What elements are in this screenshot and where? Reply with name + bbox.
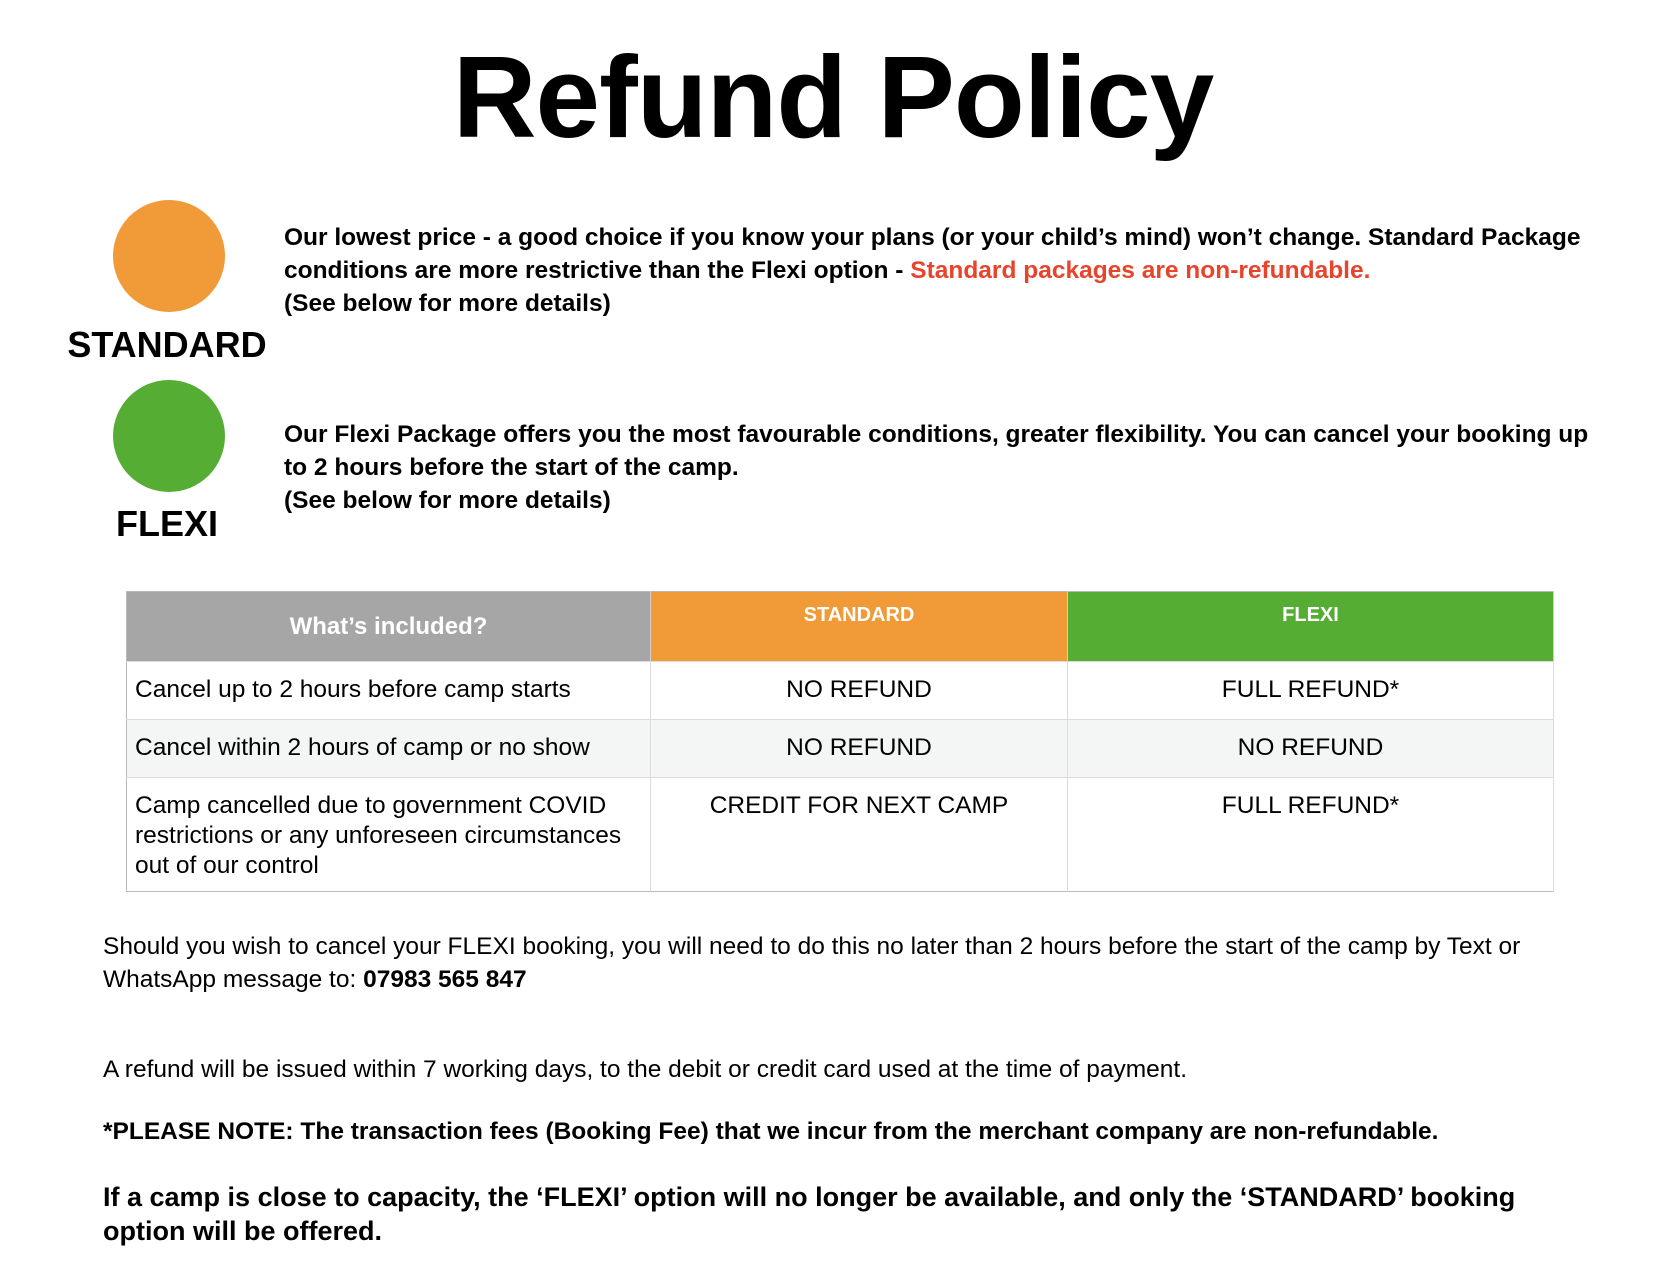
row-scenario: Camp cancelled due to government COVID restrictions or any unforeseen circumstances out of our control	[127, 778, 651, 892]
table-header-row	[127, 592, 1554, 662]
row-flexi-value: FULL REFUND*	[1068, 778, 1554, 892]
header-whats-included: What’s included?	[127, 592, 651, 662]
capacity-note: If a camp is close to capacity, the ‘FLEXI’ option will no longer be available, and only the ‘STANDARD’ booking option will be offered.	[103, 1182, 1516, 1246]
header-flexi: FLEXI	[1068, 592, 1554, 662]
row-scenario: Cancel up to 2 hours before camp starts	[127, 662, 651, 720]
row-standard-value: NO REFUND	[651, 662, 1068, 720]
flexi-label: FLEXI	[115, 503, 218, 544]
flexi-details: (See below for more details)	[284, 487, 611, 514]
row-standard-value: NO REFUND	[651, 720, 1068, 778]
header-standard: STANDARD	[651, 592, 1068, 662]
booking-fee-note: *PLEASE NOTE: The transaction fees (Booking Fee) that we incur from the merchant company are non-refundable.	[103, 1118, 1439, 1145]
flexi-description-text: Our Flexi Package offers you the most favourable conditions, greater flexibility. You can cancel your booking up to 2 hours before the start of the camp.	[284, 421, 1589, 481]
page-title: Refund Policy	[452, 32, 1214, 162]
row-flexi-value: NO REFUND	[1068, 720, 1554, 778]
table-row	[127, 778, 1554, 892]
table-row	[127, 662, 1554, 720]
flexi-description	[284, 418, 1604, 517]
standard-circle-icon	[113, 200, 225, 312]
contact-phone: 07983 565 847	[363, 966, 527, 993]
flexi-circle-icon	[113, 380, 225, 492]
standard-label: STANDARD	[67, 324, 267, 365]
cancel-instructions	[103, 930, 1603, 996]
row-standard-value: CREDIT FOR NEXT CAMP	[651, 778, 1068, 892]
cancel-text: Should you wish to cancel your FLEXI booking, you will need to do this no later than 2 hours before the start of the camp by Text or WhatsApp message to:	[103, 933, 1521, 993]
comparison-table	[126, 591, 1554, 892]
standard-description-text: Our lowest price - a good choice if you know your plans (or your child’s mind) won’t change. Standard Package conditions are more restrictive than the Flexi option -	[284, 224, 1581, 284]
standard-description	[284, 221, 1604, 320]
standard-warning: Standard packages are non-refundable.	[910, 257, 1371, 284]
standard-details: (See below for more details)	[284, 290, 611, 317]
table-row	[127, 720, 1554, 778]
row-scenario: Cancel within 2 hours of camp or no show	[127, 720, 651, 778]
refund-timing: A refund will be issued within 7 working days, to the debit or credit card used at the time of payment.	[103, 1056, 1188, 1083]
row-flexi-value: FULL REFUND*	[1068, 662, 1554, 720]
